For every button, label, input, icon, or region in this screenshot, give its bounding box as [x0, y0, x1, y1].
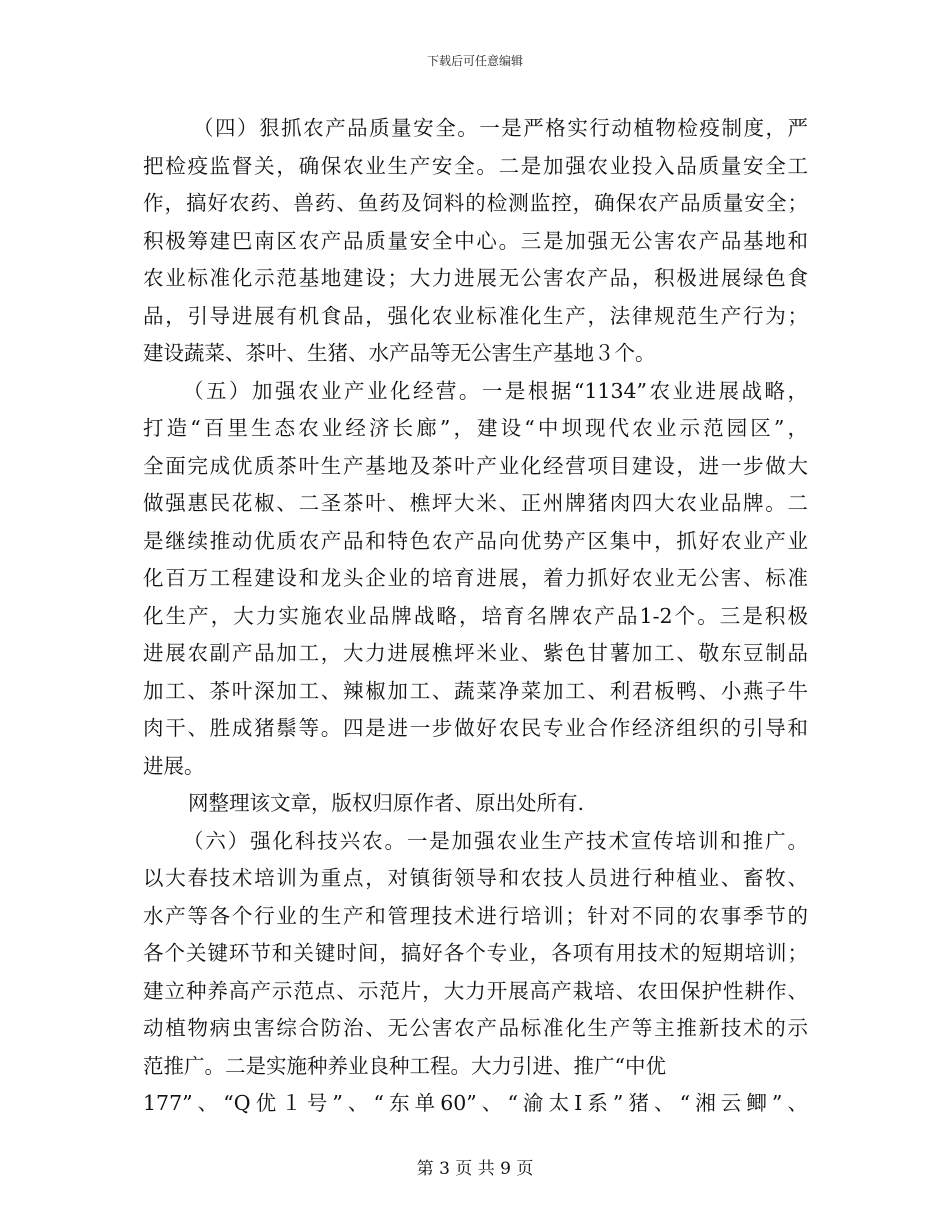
text-line: 建立种养高产示范点、示范片，大力开展高产栽培、农田保护性耕作、 — [143, 978, 808, 1003]
text-line: （六）强化科技兴农。一是加强农业生产技术宣传培训和推广。 — [183, 828, 808, 853]
text-line: 177”、“Q优１号”、“东单60”、“渝太Ⅰ系”猪、“湘云鲫”、 — [143, 1091, 808, 1115]
text-line: 肉干、胜成猪鬃等。四是进一步做好农民专业合作经济组织的引导和 — [143, 716, 808, 740]
text-line: 是继续推动优质农产品和特色农产品向优势产区集中，抓好农业产业 — [143, 528, 808, 553]
text-line: 范推广。二是实施种养业良种工程。大力引进、推广“中优 — [143, 1053, 666, 1078]
text-line: 农业标准化示范基地建设；大力进展无公害农产品，积极进展绿色食 — [143, 266, 808, 290]
paragraph-section-6 — [143, 823, 808, 1123]
paragraph-section-4 — [143, 110, 808, 373]
text-line: 化生产，大力实施农业品牌战略，培育名牌农产品1-2个。三是积极 — [143, 603, 808, 628]
paragraph-section-5 — [143, 373, 808, 786]
text-line: 以大春技术培训为重点，对镇街领导和农技人员进行种植业、畜牧、 — [143, 866, 808, 890]
text-line: 全面完成优质茶叶生产基地及茶叶产业化经营项目建设，进一步做大 — [143, 453, 808, 478]
text-line: 作，搞好农药、兽药、鱼药及饲料的检测监控，确保农产品质量安全； — [143, 191, 808, 215]
page-number: 第 3 页 共 9 页 — [416, 1159, 534, 1179]
text-line: 各个关键环节和关键时间，搞好各个专业，各项有用技术的短期培训； — [143, 941, 808, 965]
text-line: 进展。 — [143, 753, 205, 778]
text-line: 建设蔬菜、茶叶、生猪、水产品等无公害生产基地３个。 — [143, 341, 656, 365]
text-line: 加工、茶叶深加工、辣椒加工、蔬菜净菜加工、利君板鸭、小燕子牛 — [143, 678, 808, 703]
text-line: （五）加强农业产业化经营。一是根据“1134”农业进展战略， — [183, 378, 808, 403]
text-line: （四）狠抓农产品质量安全。一是严格实行动植物检疫制度，严 — [193, 116, 808, 140]
text-line: 积极筹建巴南区农产品质量安全中心。三是加强无公害农产品基地和 — [143, 228, 808, 253]
paragraph-copyright-note — [143, 785, 808, 823]
text-line: 把检疫监督关，确保农业生产安全。二是加强农业投入品质量安全工 — [143, 153, 808, 178]
text-line: 化百万工程建设和龙头企业的培育进展，着力抓好农业无公害、标准 — [143, 566, 808, 590]
text-line: 动植物病虫害综合防治、无公害农产品标准化生产等主推新技术的示 — [143, 1016, 808, 1040]
text-line: 品，引导进展有机食品，强化农业标准化生产，法律规范生产行为； — [143, 303, 808, 328]
text-line: 做强惠民花椒、二圣茶叶、樵坪大米、正州牌猪肉四大农业品牌。二 — [143, 491, 808, 515]
text-line: 进展农副产品加工，大力进展樵坪米业、紫色甘薯加工、敬东豆制品 — [143, 641, 808, 665]
page-header: 下载后可任意编辑 — [426, 54, 523, 68]
document-body — [143, 110, 808, 1123]
text-line: 打造“百里生态农业经济长廊”，建设“中坝现代农业示范园区”， — [143, 416, 808, 440]
text-line: 网整理该文章，版权归原作者、原出处所有. — [188, 791, 585, 815]
text-line: 水产等各个行业的生产和管理技术进行培训；针对不同的农事季节的 — [143, 903, 808, 928]
